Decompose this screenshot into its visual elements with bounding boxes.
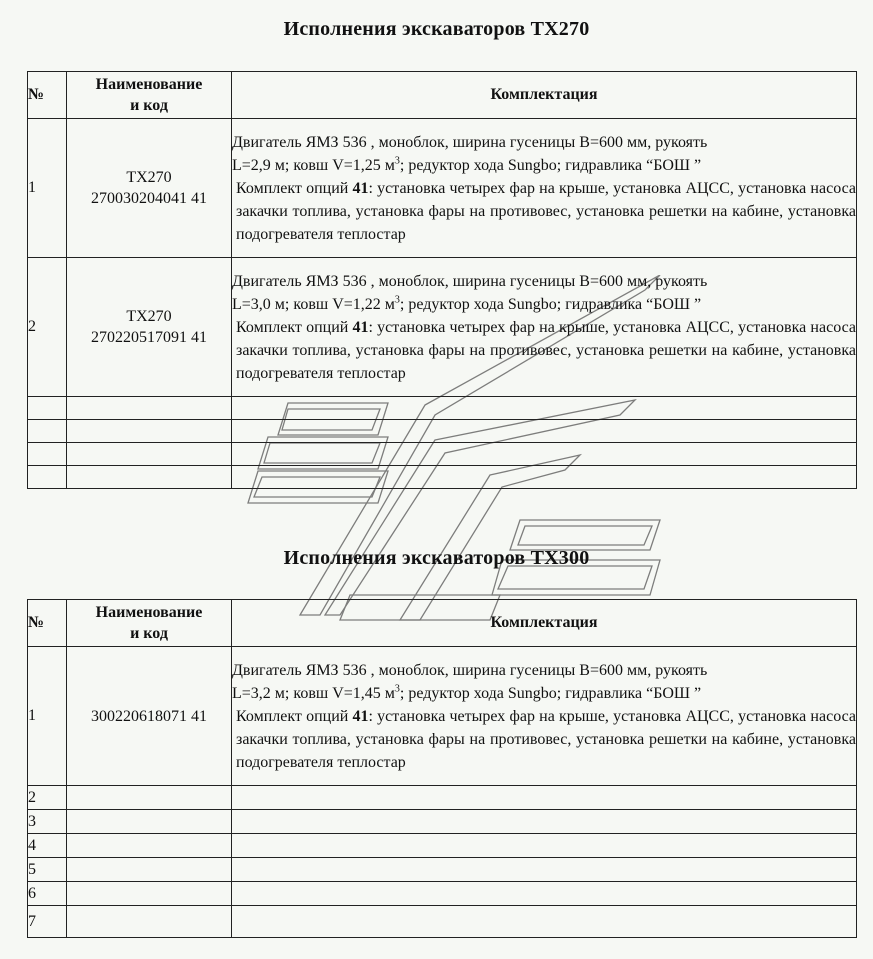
row-configuration	[232, 119, 857, 258]
empty-row	[28, 420, 857, 443]
row-name	[67, 647, 232, 786]
options-list: : установка четырех фар на крыше, установка АЦСС, установка насоса закачки топлива, установка фары на противовес, установка решетки на кабине, установка подогревателя теплостар	[236, 179, 856, 243]
row-num: 2	[28, 258, 67, 397]
engine-sup: 3	[394, 294, 400, 306]
engine-line1: Двигатель ЯМЗ 536 , моноблок, ширина гусеницы B=600 мм, рукоять	[232, 272, 708, 290]
table-row	[28, 810, 857, 834]
row-name-code: 300220618071 41	[91, 707, 207, 725]
column-header-name	[67, 72, 232, 119]
engine-sup: 3	[394, 155, 400, 167]
row-num: 4	[28, 834, 67, 858]
table-row	[28, 906, 857, 938]
options-text	[232, 316, 856, 385]
tx270-table	[27, 71, 857, 489]
options-code: 41	[352, 707, 369, 725]
row-num: 5	[28, 858, 67, 882]
engine-line2-start: L=3,0 м; ковш V=1,22 м	[232, 295, 395, 313]
row-name	[67, 119, 232, 258]
row-name-model: ТХ270	[126, 169, 172, 186]
row-configuration	[232, 258, 857, 397]
row-name-model: ТХ270	[126, 308, 172, 325]
engine-line2-start: L=2,9 м; ковш V=1,25 м	[232, 156, 395, 174]
column-header-name-line1: Наименование	[95, 604, 203, 621]
table-row	[28, 834, 857, 858]
engine-line2	[232, 682, 856, 705]
row-num: 6	[28, 882, 67, 906]
options-code: 41	[352, 318, 369, 336]
row-num: 2	[28, 786, 67, 810]
engine-line1: Двигатель ЯМЗ 536 , моноблок, ширина гусеницы B=600 мм, рукоять	[232, 661, 708, 679]
tx270-title: Исполнения экскаваторов ТХ270	[283, 18, 590, 40]
engine-line2-end: ; редуктор хода Sungbo; гидравлика “БОШ ”	[399, 684, 702, 702]
table-row	[28, 119, 857, 258]
options-code: 41	[352, 179, 369, 197]
table-row	[28, 882, 857, 906]
column-header-num: №	[28, 600, 67, 647]
row-name	[67, 258, 232, 397]
table-row	[28, 258, 857, 397]
options-list: : установка четырех фар на крыше, установка АЦСС, установка насоса закачки топлива, установка фары на противовес, установка решетки на кабине, установка подогревателя теплостар	[236, 707, 856, 771]
row-num: 7	[28, 906, 67, 938]
column-header-num: №	[28, 72, 67, 119]
table-header-row	[28, 600, 857, 647]
table-row	[28, 786, 857, 810]
table-row	[28, 858, 857, 882]
column-header-name-line2: и код	[130, 625, 168, 642]
table-header-row	[28, 72, 857, 119]
row-name-code: 270030204041 41	[91, 190, 207, 207]
empty-row	[28, 466, 857, 489]
column-header-name-line2: и код	[130, 97, 168, 114]
engine-line2-end: ; редуктор хода Sungbo; гидравлика “БОШ ”	[399, 156, 702, 174]
options-text	[232, 705, 856, 774]
column-header-name	[67, 600, 232, 647]
engine-sup: 3	[394, 683, 400, 695]
empty-row	[28, 397, 857, 420]
options-prefix: Комплект опций	[236, 707, 353, 725]
engine-line2	[232, 293, 856, 316]
row-num: 1	[28, 119, 67, 258]
column-header-comp: Комплектация	[232, 72, 857, 119]
column-header-comp: Комплектация	[232, 600, 857, 647]
engine-line2-start: L=3,2 м; ковш V=1,45 м	[232, 684, 395, 702]
options-text	[232, 177, 856, 246]
tx300-title: Исполнения экскаваторов ТХ300	[283, 547, 590, 569]
options-prefix: Комплект опций	[236, 179, 353, 197]
table-row	[28, 647, 857, 786]
options-prefix: Комплект опций	[236, 318, 353, 336]
engine-line1: Двигатель ЯМЗ 536 , моноблок, ширина гусеницы B=600 мм, рукоять	[232, 133, 708, 151]
options-list: : установка четырех фар на крыше, установка АЦСС, установка насоса закачки топлива, установка фары на противовес, установка решетки на кабине, установка подогревателя теплостар	[236, 318, 856, 382]
empty-row	[28, 443, 857, 466]
row-num: 3	[28, 810, 67, 834]
row-configuration	[232, 647, 857, 786]
row-name-code: 270220517091 41	[91, 329, 207, 346]
engine-line2	[232, 154, 856, 177]
row-num: 1	[28, 647, 67, 786]
column-header-name-line1: Наименование	[95, 76, 203, 93]
tx300-table	[27, 599, 857, 938]
engine-line2-end: ; редуктор хода Sungbo; гидравлика “БОШ ”	[399, 295, 702, 313]
